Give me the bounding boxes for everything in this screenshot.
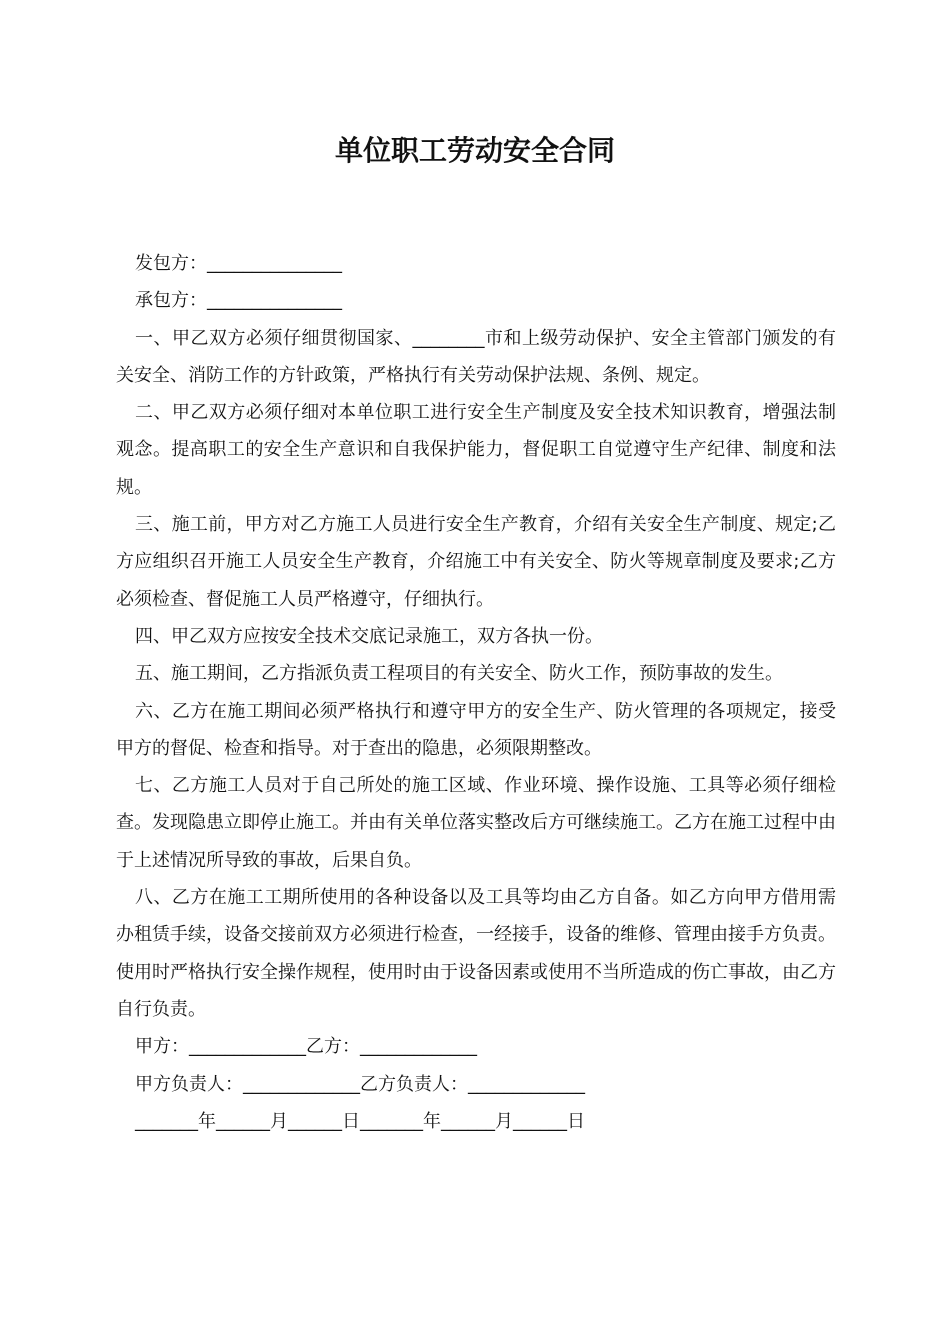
clause-2: 二、甲乙双方必须仔细对本单位职工进行安全生产制度及安全技术知识教育，增强法制观念。提高职工的安全生产意识和自我保护能力，督促职工自觉遵守生产纪律、制度和法规。: [116, 402, 836, 498]
clause-3: 三、施工前，甲方对乙方施工人员进行安全生产教育，介绍有关安全生产制度、规定;乙方应组织召开施工人员安全生产教育，介绍施工中有关安全、防火等规章制度及要求;乙方必须检查、督促施工人员严格遵守，仔细执行。: [116, 514, 836, 610]
document-body: [116, 245, 836, 1140]
contractor-issuer-line: 发包方：_______________: [135, 253, 342, 274]
document-title: 单位职工劳动安全合同: [334, 134, 615, 167]
signature-responsible-line: 甲方负责人：_____________乙方负责人：_____________: [135, 1073, 585, 1095]
contractor-receiver-line: 承包方：_______________: [135, 290, 342, 312]
clause-4: 四、甲乙双方应按安全技术交底记录施工，双方各执一份。: [135, 625, 603, 647]
clause-8: 八、乙方在施工工期所使用的各种设备以及工具等均由乙方自备。如乙方向甲方借用需办租赁手续，设备交接前双方必须进行检查，一经接手，设备的维修、管理由接手方负责。使用时严格执行安全操作规程，使用时由于设备因素或使用不当所造成的伤亡事故，由乙方自行负责。: [116, 887, 836, 1020]
clause-7: 七、乙方施工人员对于自己所处的施工区域、作业环境、操作设施、工具等必须仔细检查。发现隐患立即停止施工。并由有关单位落实整改后方可继续施工。乙方在施工过程中由于上述情况所导致的事故，后果自负。: [116, 775, 836, 871]
clause-5: 五、施工期间，乙方指派负责工程项目的有关安全、防火工作，预防事故的发生。: [135, 663, 783, 685]
signature-parties-line: 甲方：_____________乙方：_____________: [135, 1036, 477, 1058]
signature-date-line: _______年______月______日_______年______月______日: [135, 1110, 585, 1132]
clause-6: 六、乙方在施工期间必须严格执行和遵守甲方的安全生产、防火管理的各项规定，接受甲方的督促、检查和指导。对于查出的隐患，必须限期整改。: [116, 700, 836, 759]
clause-1: 一、甲乙双方必须仔细贯彻国家、________市和上级劳动保护、安全主管部门颁发的有关安全、消防工作的方针政策，严格执行有关劳动保护法规、条例、规定。: [116, 327, 836, 386]
